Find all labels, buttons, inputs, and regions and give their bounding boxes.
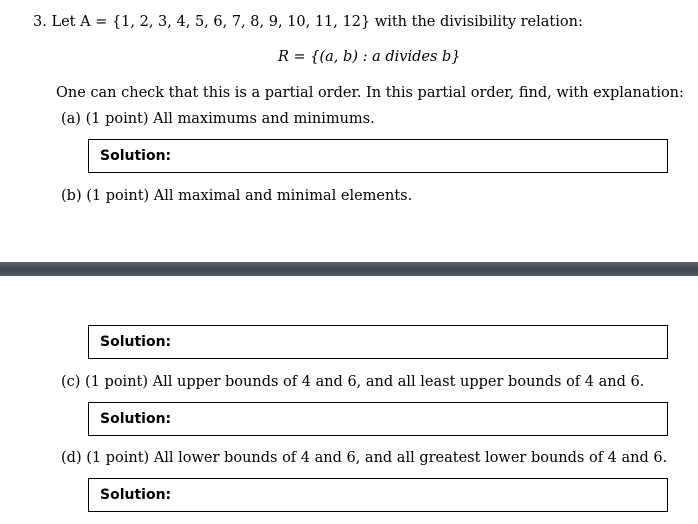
part-a-label: (a) <box>61 111 81 127</box>
part-c-prompt <box>61 373 644 391</box>
part-d-points: (1 point) <box>86 450 150 466</box>
part-b-prompt <box>61 187 412 205</box>
part-a-points: (1 point) <box>85 111 149 127</box>
part-d-label: (d) <box>61 450 82 466</box>
part-a-text: All maximums and minimums. <box>153 111 375 127</box>
part-d-prompt <box>61 449 667 467</box>
part-c-solution-box[interactable] <box>88 402 668 436</box>
page-break-divider <box>0 262 698 276</box>
part-c-points: (1 point) <box>85 374 149 390</box>
solution-label: Solution: <box>100 148 172 164</box>
problem-intro: One can check that this is a partial order. In this partial order, find, with explanation: <box>56 85 684 101</box>
set-definition: A = {1, 2, 3, 4, 5, 6, 7, 8, 9, 10, 11, 12} <box>80 14 371 30</box>
part-b-solution-box[interactable] <box>88 325 668 359</box>
solution-label: Solution: <box>100 487 172 503</box>
part-d-solution-box[interactable] <box>88 478 668 512</box>
relation-definition: R = {(a, b) : a divides b} <box>278 49 461 65</box>
part-b-text: All maximal and minimal elements. <box>153 188 413 204</box>
part-a-solution-box[interactable] <box>88 139 668 173</box>
solution-label: Solution: <box>100 334 172 350</box>
part-a-prompt <box>61 110 375 128</box>
part-b-label: (b) <box>61 188 82 204</box>
part-c-label: (c) <box>61 374 81 390</box>
part-c-text: All upper bounds of 4 and 6, and all least upper bounds of 4 and 6. <box>152 374 645 390</box>
statement-lead: Let <box>51 14 76 30</box>
part-b-points: (1 point) <box>86 188 150 204</box>
problem-statement <box>33 13 583 31</box>
statement-tail: with the divisibility relation: <box>374 14 583 30</box>
solution-label: Solution: <box>100 411 172 427</box>
part-d-text: All lower bounds of 4 and 6, and all greatest lower bounds of 4 and 6. <box>153 450 668 466</box>
problem-number: 3. <box>33 14 47 30</box>
